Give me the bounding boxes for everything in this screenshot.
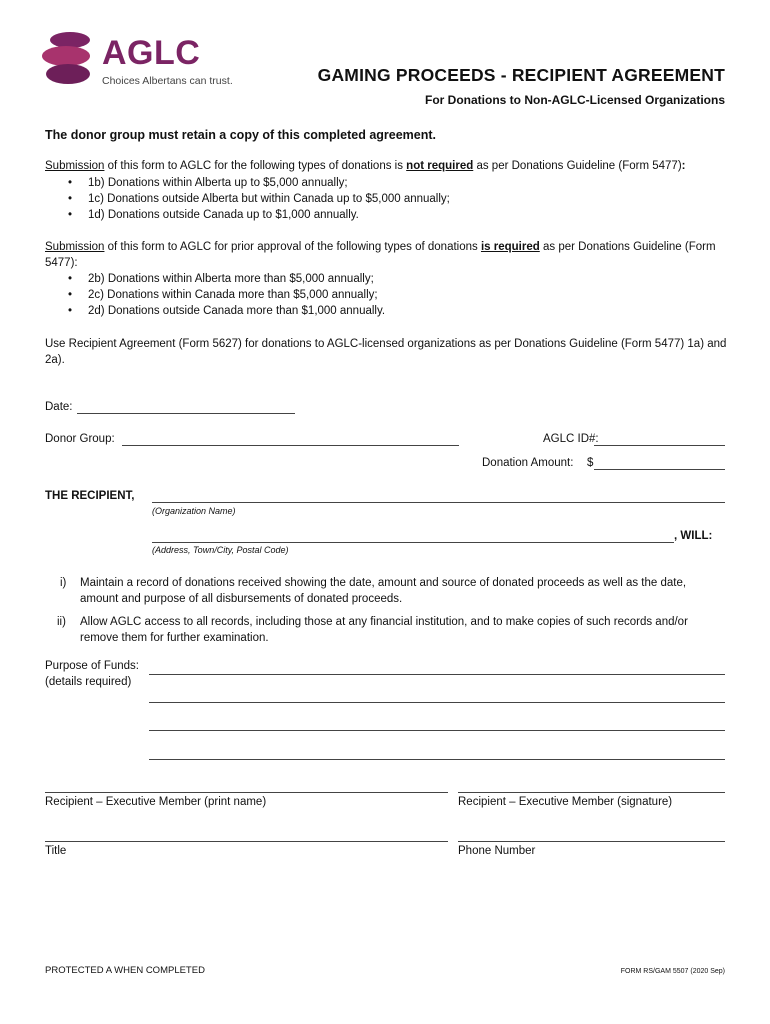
phone-label: Phone Number — [458, 845, 536, 857]
purpose-line[interactable] — [149, 702, 725, 703]
print-name-field[interactable] — [45, 792, 448, 793]
purpose-label: Purpose of Funds: — [45, 660, 139, 672]
obligation-line: Maintain a record of donations received showing the date, amount and source of donated proceeds as well as the date, — [80, 577, 687, 589]
not-required-emphasis: not required — [406, 160, 474, 172]
purpose-line[interactable] — [149, 730, 725, 731]
required-text-a: of this form to AGLC for prior approval of the following types of donations — [104, 241, 481, 253]
donor-group-field[interactable] — [122, 445, 459, 446]
currency-symbol: $ — [587, 457, 594, 469]
purpose-line[interactable] — [149, 674, 725, 675]
submission-word: Submission — [45, 241, 105, 253]
required-text-c: 5477): — [45, 257, 78, 269]
list-item: • 1d) Donations outside Canada up to $1,000 annually. — [68, 209, 359, 221]
not-required-colon: : — [681, 160, 686, 172]
obligation-number: ii) — [57, 616, 66, 628]
footer-form-number: FORM RS/GAM 5507 (2020 Sep) — [620, 968, 725, 975]
list-item-text: 2b) Donations within Alberta more than $5,000 annually; — [88, 273, 374, 285]
title-field[interactable] — [45, 841, 448, 842]
not-required-paragraph — [45, 160, 686, 172]
donation-amount-label: Donation Amount: — [482, 457, 574, 469]
logo-wordmark: AGLC — [102, 34, 201, 72]
obligation-number: i) — [60, 577, 67, 589]
list-item-text: 2d) Donations outside Canada more than $1,000 annually. — [88, 305, 386, 317]
donor-group-label: Donor Group: — [45, 433, 115, 445]
signature-field[interactable] — [458, 792, 725, 793]
signature-label: Recipient – Executive Member (signature) — [458, 796, 673, 808]
donation-amount-field[interactable] — [594, 469, 725, 470]
aglc-id-label: AGLC ID#: — [543, 433, 599, 445]
obligation-line: Allow AGLC access to all records, including those at any financial institution, and to make copies of such records and/or — [80, 616, 688, 628]
list-item-text: 2c) Donations within Canada more than $5,000 annually; — [88, 289, 378, 301]
logo-stack-icon — [40, 30, 98, 88]
submission-word: Submission — [45, 160, 105, 172]
required-emphasis: is required — [480, 241, 540, 253]
page-title: GAMING PROCEEDS - RECIPIENT AGREEMENT — [317, 65, 725, 85]
required-paragraph — [45, 241, 716, 253]
address-field[interactable] — [152, 542, 674, 543]
list-item: • 1b) Donations within Alberta up to $5,000 annually; — [68, 177, 348, 189]
list-item-text: 1d) Donations outside Canada up to $1,000 annually. — [88, 209, 359, 221]
date-label: Date: — [45, 401, 73, 413]
retain-copy-notice: The donor group must retain a copy of this completed agreement. — [45, 128, 437, 142]
list-item: • 1c) Donations outside Alberta but within Canada up to $5,000 annually; — [68, 193, 450, 205]
title-label: Title — [45, 845, 67, 857]
list-item-text: 1b) Donations within Alberta up to $5,000 annually; — [88, 177, 348, 189]
aglc-logo — [40, 28, 240, 90]
address-caption: (Address, Town/City, Postal Code) — [152, 545, 289, 555]
purpose-line[interactable] — [149, 759, 725, 760]
print-name-label: Recipient – Executive Member (print name) — [45, 796, 267, 808]
not-required-text-b: as per Donations Guideline (Form 5477) — [473, 160, 682, 172]
use-note-line2: 2a). — [45, 354, 65, 366]
phone-field[interactable] — [458, 841, 725, 842]
list-item-text: 1c) Donations outside Alberta but within Canada up to $5,000 annually; — [88, 193, 450, 205]
date-field[interactable] — [77, 413, 295, 414]
use-note-line1: Use Recipient Agreement (Form 5627) for donations to AGLC-licensed organizations as per Donations Guideline (Form 5477) 1a) and — [45, 338, 727, 350]
page-subtitle: For Donations to Non-AGLC-Licensed Organizations — [425, 93, 725, 107]
list-item: • 2c) Donations within Canada more than $5,000 annually; — [68, 289, 378, 301]
organization-name-caption: (Organization Name) — [152, 506, 236, 516]
required-text-b: as per Donations Guideline (Form — [539, 241, 716, 253]
will-label: , WILL: — [674, 530, 713, 542]
obligation-line: remove them for further examination. — [80, 632, 269, 644]
not-required-text-a: of this form to AGLC for the following types of donations is — [104, 160, 407, 172]
aglc-id-field[interactable] — [594, 445, 725, 446]
recipient-label: THE RECIPIENT, — [45, 490, 135, 502]
list-item: • 2d) Donations outside Canada more than $1,000 annually. — [68, 305, 386, 317]
organization-name-field[interactable] — [152, 502, 725, 503]
logo-tagline: Choices Albertans can trust. — [102, 75, 233, 87]
list-item: • 2b) Donations within Alberta more than $5,000 annually; — [68, 273, 374, 285]
obligation-line: amount and purpose of all disbursements of donated proceeds. — [80, 593, 403, 605]
purpose-details-label: (details required) — [45, 676, 132, 688]
footer-classification: PROTECTED A WHEN COMPLETED — [45, 965, 205, 976]
